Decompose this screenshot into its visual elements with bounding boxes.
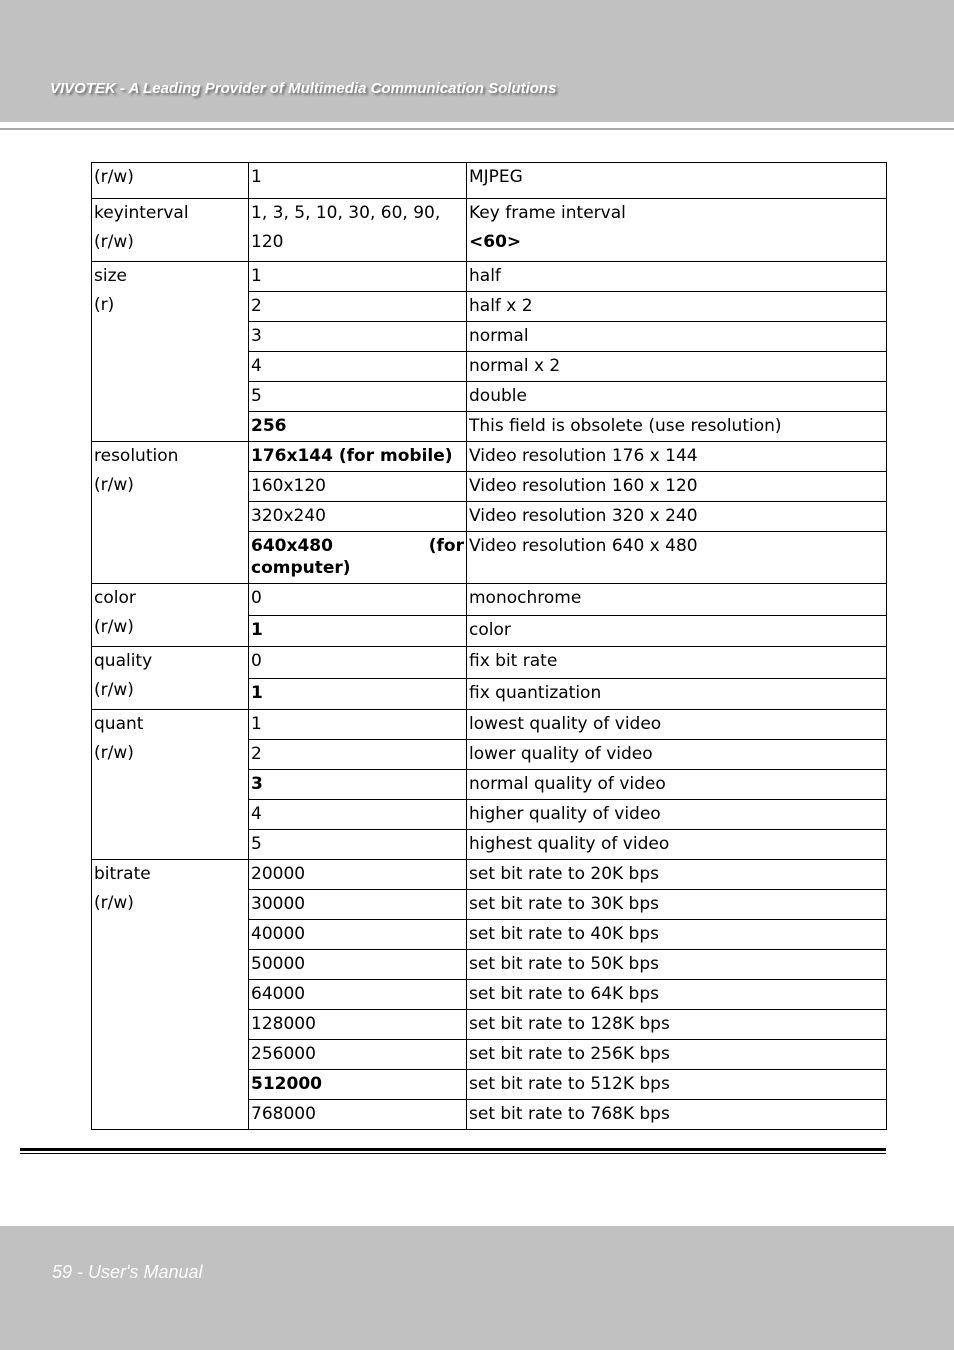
param-desc-cell	[467, 830, 887, 860]
param-value-cell	[249, 980, 467, 1010]
param-desc-cell	[467, 1010, 887, 1040]
param-desc-cell	[467, 442, 887, 472]
param-value: 2	[251, 744, 262, 764]
param-name: keyinterval	[94, 203, 189, 223]
param-value-cell	[249, 502, 467, 532]
header-divider	[0, 128, 954, 130]
param-value-cell	[249, 710, 467, 740]
param-desc: normal quality of video	[469, 774, 666, 794]
param-value-cell	[249, 262, 467, 292]
param-value: 1	[251, 714, 262, 734]
param-value-cell	[249, 322, 467, 352]
header-title: VIVOTEK - A Leading Provider of Multimedia Communication Solutions	[50, 80, 557, 97]
param-name-cell	[92, 710, 249, 860]
param-desc-cell	[467, 1040, 887, 1070]
param-desc: Video resolution 160 x 120	[469, 476, 698, 496]
bottom-divider-thin	[20, 1153, 886, 1154]
param-desc: set bit rate to 20K bps	[469, 864, 659, 884]
param-desc-cell	[467, 740, 887, 770]
parameter-table-body	[92, 163, 887, 1130]
param-value: 512000	[251, 1074, 322, 1094]
param-desc-cell	[467, 472, 887, 502]
param-value-continued: 120	[251, 232, 284, 252]
param-desc-cell	[467, 890, 887, 920]
param-desc-cell	[467, 382, 887, 412]
param-value: 0	[251, 651, 262, 671]
bottom-divider	[20, 1148, 886, 1151]
param-value-cell	[249, 770, 467, 800]
param-desc: MJPEG	[469, 167, 523, 187]
param-value-cell	[249, 442, 467, 472]
param-access: (r)	[94, 295, 115, 315]
param-value: 176x144 (for mobile)	[251, 446, 453, 466]
param-value-line	[251, 535, 464, 557]
param-value-cell	[249, 615, 467, 647]
param-desc: set bit rate to 128K bps	[469, 1014, 670, 1034]
param-desc: set bit rate to 64K bps	[469, 984, 659, 1004]
param-value-cell	[249, 1040, 467, 1070]
param-desc-cell	[467, 262, 887, 292]
param-desc: Video resolution 176 x 144	[469, 446, 698, 466]
table-row	[92, 262, 887, 292]
param-value: 768000	[251, 1104, 316, 1124]
param-value-cell	[249, 472, 467, 502]
param-desc: set bit rate to 50K bps	[469, 954, 659, 974]
param-access: (r/w)	[94, 475, 134, 495]
param-desc-cell	[467, 860, 887, 890]
param-value-cell	[249, 584, 467, 616]
param-value-cell	[249, 1010, 467, 1040]
param-value-cell	[249, 382, 467, 412]
param-value: 128000	[251, 1014, 316, 1034]
param-value: 5	[251, 386, 262, 406]
param-desc: set bit rate to 768K bps	[469, 1104, 670, 1124]
param-value: 256	[251, 416, 287, 436]
param-value: 2	[251, 296, 262, 316]
param-value-cell	[249, 1070, 467, 1100]
param-value-cell	[249, 920, 467, 950]
param-value-continued: computer)	[251, 558, 351, 578]
param-name: quality	[94, 651, 153, 671]
param-name-cell	[92, 442, 249, 584]
param-value-cell	[249, 292, 467, 322]
param-name: resolution	[94, 446, 179, 466]
param-value: 320x240	[251, 506, 326, 526]
param-value-cell	[249, 830, 467, 860]
param-desc-cell	[467, 1070, 887, 1100]
param-value-cell	[249, 412, 467, 442]
param-desc-cell	[467, 950, 887, 980]
param-access: (r/w)	[94, 617, 134, 637]
param-value: 0	[251, 588, 262, 608]
param-access: (r/w)	[94, 232, 134, 252]
param-desc: half x 2	[469, 296, 533, 316]
param-desc-cell	[467, 615, 887, 647]
param-value-cell	[249, 1100, 467, 1130]
param-desc: highest quality of video	[469, 834, 670, 854]
param-value-cell	[249, 890, 467, 920]
header-band	[0, 0, 954, 122]
param-desc: set bit rate to 512K bps	[469, 1074, 670, 1094]
param-desc-cell	[467, 980, 887, 1010]
param-value-cell	[249, 352, 467, 382]
param-desc-cell	[467, 678, 887, 710]
param-value: 64000	[251, 984, 306, 1004]
param-name-cell	[92, 584, 249, 647]
param-desc: normal	[469, 326, 529, 346]
param-value: 1	[251, 619, 263, 640]
param-default: <60>	[469, 232, 522, 252]
param-desc: higher quality of video	[469, 804, 661, 824]
param-desc: lowest quality of video	[469, 714, 662, 734]
param-value: 640x480	[251, 536, 333, 556]
param-desc-cell	[467, 647, 887, 679]
param-desc-cell	[467, 920, 887, 950]
param-value: 30000	[251, 894, 306, 914]
param-desc-cell	[467, 710, 887, 740]
param-name: bitrate	[94, 864, 151, 884]
table-row	[92, 860, 887, 890]
param-access: (r/w)	[94, 680, 134, 700]
param-value-cell	[249, 950, 467, 980]
param-desc-cell	[467, 352, 887, 382]
page-number-label: 59 - User's Manual	[52, 1262, 203, 1282]
param-value: 5	[251, 834, 262, 854]
table-row	[92, 163, 887, 199]
param-value-cell	[249, 532, 467, 584]
param-desc-cell	[467, 770, 887, 800]
param-desc: set bit rate to 30K bps	[469, 894, 659, 914]
param-desc: set bit rate to 256K bps	[469, 1044, 670, 1064]
table-row	[92, 647, 887, 679]
param-value: 1	[251, 266, 262, 286]
param-desc-cell	[467, 800, 887, 830]
param-value-cell	[249, 860, 467, 890]
param-value: 4	[251, 804, 262, 824]
footer-band	[0, 1226, 954, 1350]
param-value-cell	[249, 647, 467, 679]
param-value: 50000	[251, 954, 306, 974]
param-desc-cell	[467, 502, 887, 532]
param-value-cell	[249, 678, 467, 710]
param-desc-cell	[467, 1100, 887, 1130]
param-access: (r/w)	[94, 167, 134, 187]
param-name-cell	[92, 262, 249, 442]
param-desc: Key frame interval	[469, 203, 626, 223]
param-desc: fix bit rate	[469, 651, 558, 671]
param-value: 20000	[251, 864, 306, 884]
param-name-cell	[92, 647, 249, 710]
param-value: 160x120	[251, 476, 326, 496]
param-desc: half	[469, 266, 501, 286]
table-row	[92, 584, 887, 616]
param-value: 1	[251, 682, 263, 703]
table-row	[92, 199, 887, 262]
param-access: (r/w)	[94, 743, 134, 763]
param-name: size	[94, 266, 127, 286]
param-value: 1, 3, 5, 10, 30, 60, 90,	[251, 203, 441, 223]
param-desc-cell	[467, 322, 887, 352]
param-desc: Video resolution 320 x 240	[469, 506, 698, 526]
parameter-table	[91, 162, 887, 1130]
param-desc: set bit rate to 40K bps	[469, 924, 659, 944]
param-value: 40000	[251, 924, 306, 944]
param-value: 1	[251, 167, 262, 187]
param-desc: color	[469, 619, 511, 640]
param-value: 3	[251, 774, 263, 794]
param-name: quant	[94, 714, 144, 734]
param-desc: normal x 2	[469, 356, 561, 376]
param-name-cell	[92, 199, 249, 262]
table-row	[92, 710, 887, 740]
param-desc-cell	[467, 584, 887, 616]
param-value-cell	[249, 740, 467, 770]
param-desc: monochrome	[469, 588, 582, 608]
param-value: 256000	[251, 1044, 316, 1064]
param-desc-cell	[467, 412, 887, 442]
param-name-cell	[92, 860, 249, 1130]
param-desc-cell	[467, 163, 887, 199]
param-desc-cell	[467, 532, 887, 584]
param-name: color	[94, 588, 136, 608]
param-name-cell	[92, 163, 249, 199]
param-value-qualifier: (for	[428, 536, 464, 556]
param-desc: This field is obsolete (use resolution)	[469, 416, 782, 436]
param-desc: fix quantization	[469, 682, 602, 703]
param-desc: double	[469, 386, 527, 406]
param-value-cell	[249, 800, 467, 830]
param-value: 3	[251, 326, 262, 346]
param-desc: Video resolution 640 x 480	[469, 536, 698, 556]
param-desc-cell	[467, 199, 887, 262]
param-access: (r/w)	[94, 893, 134, 913]
param-value: 4	[251, 356, 262, 376]
param-desc-cell	[467, 292, 887, 322]
param-value-cell	[249, 199, 467, 262]
table-row	[92, 442, 887, 472]
param-value-cell	[249, 163, 467, 199]
param-desc: lower quality of video	[469, 744, 653, 764]
